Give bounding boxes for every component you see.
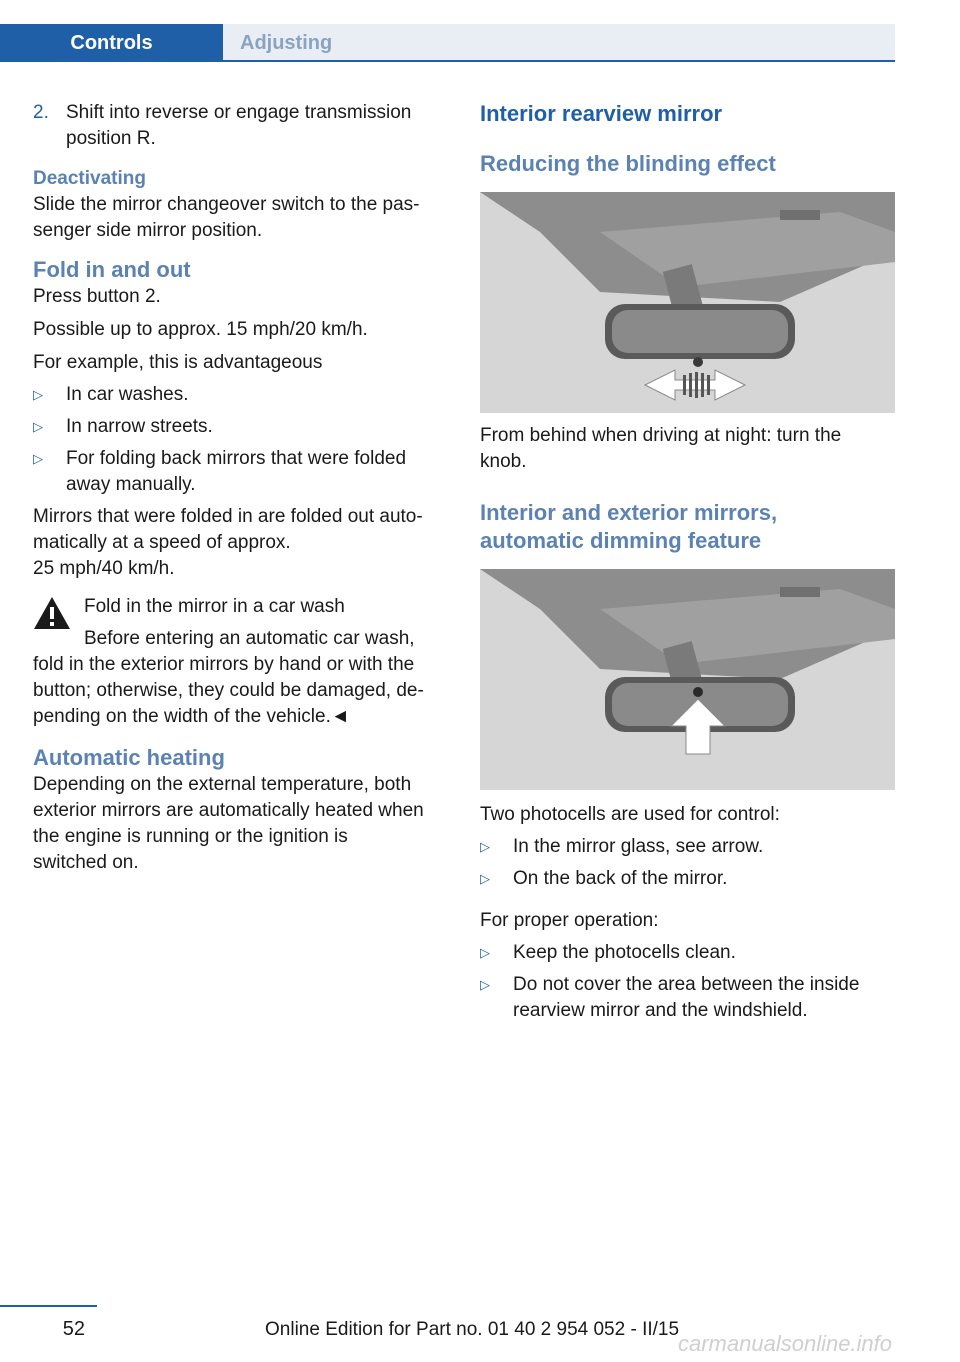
warning-title: Fold in the mirror in a car wash	[84, 596, 345, 617]
watermark: carmanualsonline.info	[678, 1331, 893, 1356]
tab-controls[interactable]: Controls	[0, 24, 223, 62]
deactivating-text: Slide the mirror changeover switch to the pas-	[33, 194, 420, 215]
list-item-text: In car washes.	[66, 384, 189, 405]
list-item-text: On the back of the mirror.	[513, 868, 728, 889]
warning-text: Before entering an automatic car wash,	[84, 628, 415, 649]
list-item	[480, 866, 895, 892]
bullet-triangle-icon: ▷	[480, 945, 490, 960]
fold-text: Press button 2.	[33, 286, 161, 307]
list-item-text: For folding back mirrors that were folded	[66, 448, 407, 469]
deactivating-text: senger side mirror position.	[33, 220, 263, 241]
step-text-line: position R.	[66, 128, 156, 149]
bullet-triangle-icon: ▷	[480, 977, 490, 992]
heating-text: Depending on the external temperature, both	[33, 774, 412, 795]
fold-text: Mirrors that were folded in are folded out auto-	[33, 506, 423, 527]
tab-adjusting[interactable]: Adjusting	[223, 24, 895, 62]
heating-text: the engine is running or the ignition is	[33, 826, 348, 847]
header-rule	[0, 60, 895, 62]
step-text-line: Shift into reverse or engage transmission	[66, 102, 412, 123]
list-item	[480, 834, 895, 860]
list-item-text: In narrow streets.	[66, 416, 213, 437]
page-header	[0, 0, 895, 62]
mirror-knob-illustration	[480, 192, 895, 413]
list-item	[33, 382, 443, 408]
step-number: 2.	[33, 102, 49, 123]
fold-text: matically at a speed of approx.	[33, 532, 291, 553]
page-number: 52	[62, 1318, 85, 1340]
list-item-text: In the mirror glass, see arrow.	[513, 836, 764, 857]
photocell-illustration	[480, 569, 895, 790]
photocell-drawing	[480, 569, 895, 790]
blinding-heading: Reducing the blinding effect	[480, 151, 776, 176]
step-2	[33, 100, 443, 152]
list-item	[33, 446, 443, 498]
blinding-text: From behind when driving at night: turn the	[480, 425, 842, 446]
list-item	[33, 414, 443, 440]
bullet-triangle-icon: ▷	[33, 419, 43, 434]
deactivating-heading: Deactivating	[33, 168, 146, 189]
bullet-triangle-icon: ▷	[480, 839, 490, 854]
list-item	[480, 940, 895, 966]
section-heading: Interior rearview mirror	[480, 101, 723, 126]
blinding-text: knob.	[480, 451, 527, 472]
left-column	[33, 100, 443, 876]
fold-text: Possible up to approx. 15 mph/20 km/h.	[33, 319, 368, 340]
fold-text: For example, this is advantageous	[33, 352, 323, 373]
heating-heading: Automatic heating	[33, 745, 225, 770]
warning-block	[33, 594, 443, 730]
proper-operation-text: For proper operation:	[480, 910, 659, 931]
mirror-knob-drawing	[480, 192, 895, 413]
warning-text: fold in the exterior mirrors by hand or with the	[33, 654, 415, 675]
dimming-intro: Two photocells are used for control:	[480, 804, 780, 825]
list-item-text: Keep the photocells clean.	[513, 942, 736, 963]
list-item-text: away manually.	[66, 474, 196, 495]
bullet-triangle-icon: ▷	[33, 387, 43, 402]
right-column	[480, 100, 895, 1024]
edition-text: Online Edition for Part no. 01 40 2 954 052 - II/15	[265, 1319, 680, 1340]
dimming-heading: Interior and exterior mirrors,	[480, 500, 778, 525]
bullet-triangle-icon: ▷	[33, 451, 43, 466]
list-item	[480, 972, 895, 1024]
list-item-text: Do not cover the area between the inside	[513, 974, 860, 995]
warning-text: pending on the width of the vehicle.◄	[33, 706, 350, 727]
fold-text: 25 mph/40 km/h.	[33, 558, 175, 579]
fold-heading: Fold in and out	[33, 257, 191, 282]
heating-text: exterior mirrors are automatically heated when	[33, 800, 424, 821]
warning-text: button; otherwise, they could be damaged, de-	[33, 680, 424, 701]
footer-rule	[0, 1305, 97, 1307]
bullet-triangle-icon: ▷	[480, 871, 490, 886]
warning-icon	[33, 596, 71, 630]
dimming-heading: automatic dimming feature	[480, 528, 762, 553]
heating-text: switched on.	[33, 852, 139, 873]
list-item-text: rearview mirror and the windshield.	[513, 1000, 808, 1021]
